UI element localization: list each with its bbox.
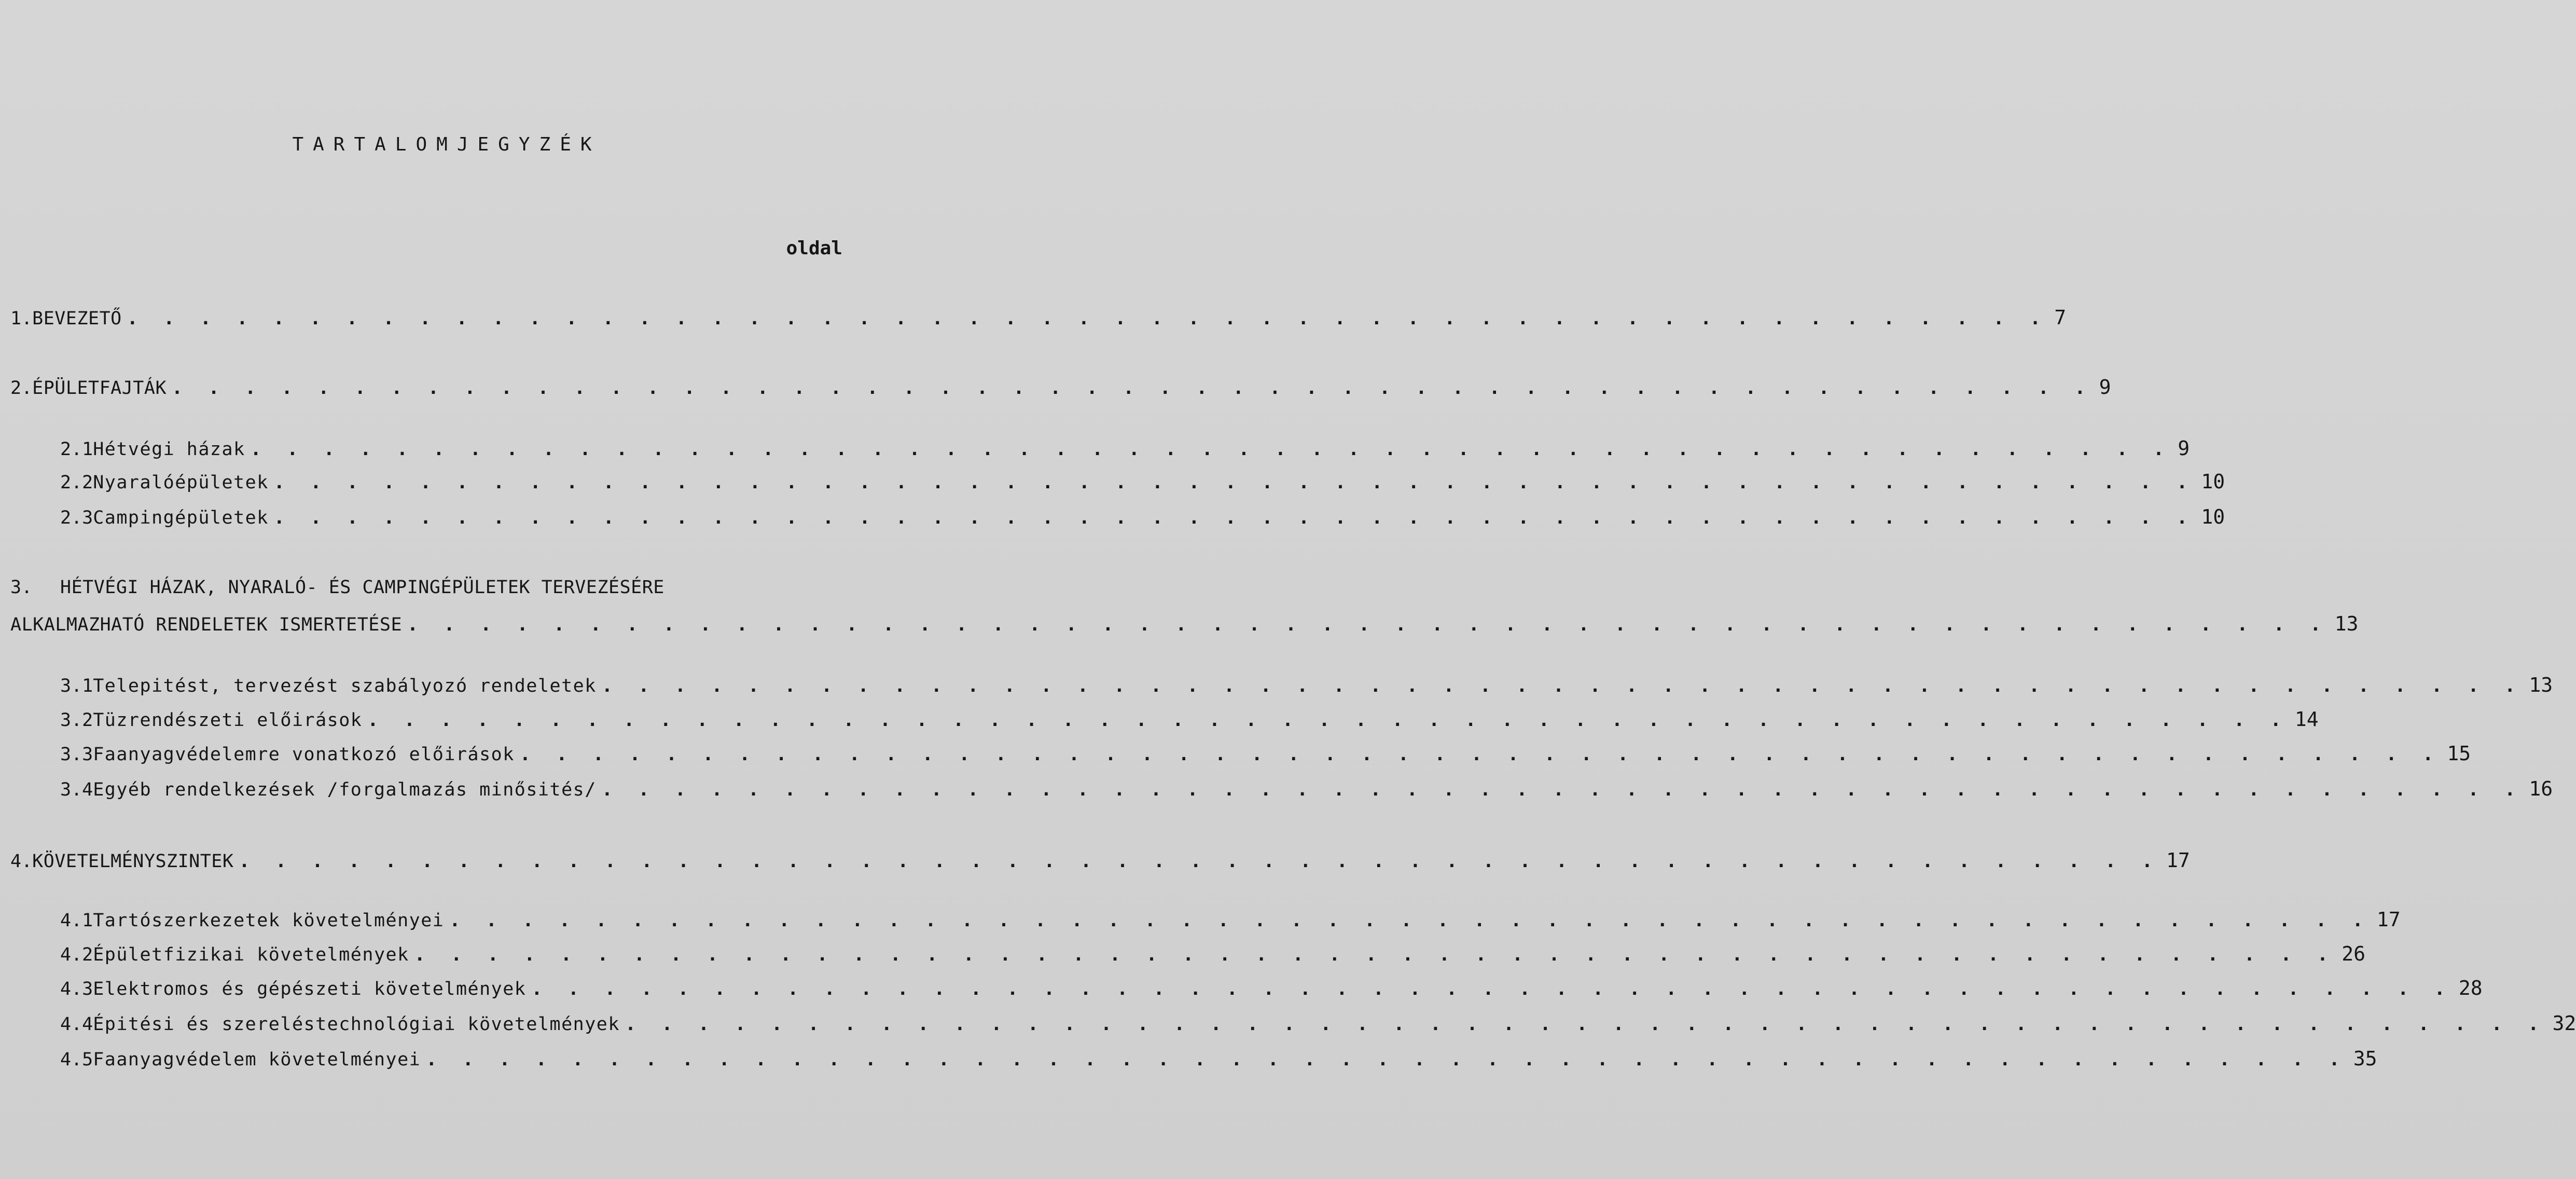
toc-entry-label: Épitési és szereléstechnológiai követelmények	[93, 1014, 620, 1035]
toc-entry-number: 2.3	[60, 508, 93, 528]
page-title: TARTALOMJEGYZÉK	[292, 134, 601, 155]
toc-entry-page: 32	[2552, 1012, 2576, 1035]
toc-entry-label: KÖVETELMÉNYSZINTEK	[32, 851, 234, 872]
leader-dots: . . . . . . . . . . . . . . . . . . . . . . . . . . . . . . . . . . . . . . . . . . . . . . . . . . . . .	[367, 710, 2289, 731]
toc-entry-label: BEVEZETŐ	[32, 308, 122, 329]
toc-entry-2-3	[0, 505, 2225, 531]
leader-dots: . . . . . . . . . . . . . . . . . . . . . . . . . . . . . . . . . . . . . . . . . . . . . . . . . . . . .	[601, 676, 2523, 696]
toc-entry-3-3	[0, 742, 2471, 768]
leader-dots: . . . . . . . . . . . . . . . . . . . . . . . . . . . . . . . . . . . . . . . . . . . . . . . . . . . . .	[601, 779, 2523, 800]
toc-entry-page: 17	[2376, 908, 2401, 931]
toc-entry-4-3	[0, 977, 2483, 1003]
leader-dots: . . . . . . . . . . . . . . . . . . . . . . . . . . . . . . . . . . . . . . . . . . . . . . . . . . . . .	[531, 979, 2453, 999]
toc-entry-page: 15	[2447, 742, 2471, 765]
toc-entry-number: 3.1	[60, 676, 93, 696]
leader-dots: . . . . . . . . . . . . . . . . . . . . . . . . . . . . . . . . . . . . . . . . . . . . . . . . . . . . .	[414, 944, 2336, 965]
leader-dots: . . . . . . . . . . . . . . . . . . . . . . . . . . . . . . . . . . . . . . . . . . . . . . . . . . . . .	[407, 614, 2329, 635]
toc-entry-label: Hétvégi házak	[93, 439, 245, 460]
toc-entry-label: ÉPÜLETFAJTÁK	[32, 378, 167, 399]
leader-dots: . . . . . . . . . . . . . . . . . . . . . . . . . . . . . . . . . . . . . . . . . . . . . . . . . . . . .	[172, 378, 2093, 399]
toc-entry-page: 10	[2201, 470, 2225, 493]
toc-entry-number: 2.	[10, 378, 33, 399]
toc-entry-label: Épületfizikai követelmények	[93, 944, 409, 965]
toc-entry-label: Tüzrendészeti előirások	[93, 710, 363, 731]
toc-entry-number: 4.1	[60, 910, 93, 931]
toc-entry-label: Nyaralóépületek	[93, 472, 269, 493]
toc-entry-2-1	[0, 437, 2190, 463]
toc-entry-page: 17	[2166, 849, 2190, 872]
toc-entry-page: 28	[2458, 977, 2483, 999]
toc-entry-4-2	[0, 942, 2365, 968]
toc-entry-4	[0, 849, 2190, 875]
toc-entry-page: 14	[2294, 708, 2319, 731]
toc-entry-label: Tartószerkezetek követelményei	[93, 910, 445, 931]
toc-entry-3-4	[0, 777, 2553, 803]
toc-entry-page: 26	[2342, 942, 2365, 965]
toc-entry-number: 1.	[10, 308, 33, 329]
toc-entry-4-4	[0, 1012, 2576, 1038]
leader-dots: . . . . . . . . . . . . . . . . . . . . . . . . . . . . . . . . . . . . . . . . . . . . . . . . . . . . .	[449, 910, 2371, 931]
toc-entry-1	[0, 306, 2067, 332]
toc-entry-page: 9	[2099, 376, 2111, 399]
toc-entry-4-5	[0, 1047, 2377, 1073]
toc-entry-page: 35	[2353, 1047, 2377, 1070]
toc-entry-label-line1: HÉTVÉGI HÁZAK, NYARALÓ- ÉS CAMPINGÉPÜLETEK TERVEZÉSÉRE	[60, 577, 664, 598]
toc-entry-number: 2.2	[60, 472, 93, 493]
toc-entry-label: Faanyagvédelem követelményei	[93, 1049, 421, 1070]
toc-entry-number: 3.2	[60, 710, 93, 731]
toc-entry-label: Elektromos és gépészeti követelmények	[93, 979, 527, 999]
toc-entry-3-line1	[0, 577, 884, 603]
toc-entry-2	[0, 376, 2111, 402]
toc-entry-label: Campingépületek	[93, 508, 269, 528]
toc-entry-label: Egyéb rendelkezések /forgalmazás minősités/	[93, 779, 597, 800]
toc-entry-page: 10	[2201, 505, 2225, 528]
toc-entry-page: 7	[2054, 306, 2067, 329]
toc-entry-number: 2.1	[60, 439, 93, 460]
toc-entry-4-1	[0, 908, 2401, 934]
toc-entry-3	[0, 612, 2359, 638]
leader-dots: . . . . . . . . . . . . . . . . . . . . . . . . . . . . . . . . . . . . . . . . . . . . . . . . . . . . .	[273, 508, 2195, 528]
toc-entry-number: 4.4	[60, 1014, 93, 1035]
toc-entry-number: 3.3	[60, 744, 93, 765]
toc-entry-label: Faanyagvédelemre vonatkozó előirások	[93, 744, 515, 765]
toc-entry-number: 4.2	[60, 944, 93, 965]
toc-entry-page: 9	[2178, 437, 2190, 460]
toc-entry-number: 3.	[10, 577, 33, 598]
leader-dots: . . . . . . . . . . . . . . . . . . . . . . . . . . . . . . . . . . . . . . . . . . . . . . . . . . . . .	[127, 308, 2048, 329]
leader-dots: . . . . . . . . . . . . . . . . . . . . . . . . . . . . . . . . . . . . . . . . . . . . . . . . . . . . .	[239, 851, 2160, 872]
toc-entry-number: 3.4	[60, 779, 93, 800]
toc-entry-number: 4.3	[60, 979, 93, 999]
toc-entry-label: Telepitést, tervezést szabályozó rendeletek	[93, 676, 597, 696]
toc-entry-3-1	[0, 674, 2553, 700]
page-column-header: oldal	[786, 238, 842, 259]
toc-entry-2-2	[0, 470, 2225, 496]
leader-dots: . . . . . . . . . . . . . . . . . . . . . . . . . . . . . . . . . . . . . . . . . . . . . . . . . . . . .	[625, 1014, 2546, 1035]
toc-entry-number: 4.	[10, 851, 33, 872]
toc-entry-page: 13	[2334, 612, 2359, 635]
toc-entry-3-2	[0, 708, 2319, 734]
toc-entry-page: 13	[2529, 674, 2553, 696]
leader-dots: . . . . . . . . . . . . . . . . . . . . . . . . . . . . . . . . . . . . . . . . . . . . . . . . . . . . .	[426, 1049, 2347, 1070]
toc-entry-label: ALKALMAZHATÓ RENDELETEK ISMERTETÉSE	[10, 614, 403, 635]
leader-dots: . . . . . . . . . . . . . . . . . . . . . . . . . . . . . . . . . . . . . . . . . . . . . . . . . . . . .	[519, 744, 2441, 765]
leader-dots: . . . . . . . . . . . . . . . . . . . . . . . . . . . . . . . . . . . . . . . . . . . . . . . . . . . . .	[250, 439, 2172, 460]
toc-entry-page: 16	[2529, 777, 2553, 800]
leader-dots: . . . . . . . . . . . . . . . . . . . . . . . . . . . . . . . . . . . . . . . . . . . . . . . . . . . . .	[273, 472, 2195, 493]
toc-entry-number: 4.5	[60, 1049, 93, 1070]
